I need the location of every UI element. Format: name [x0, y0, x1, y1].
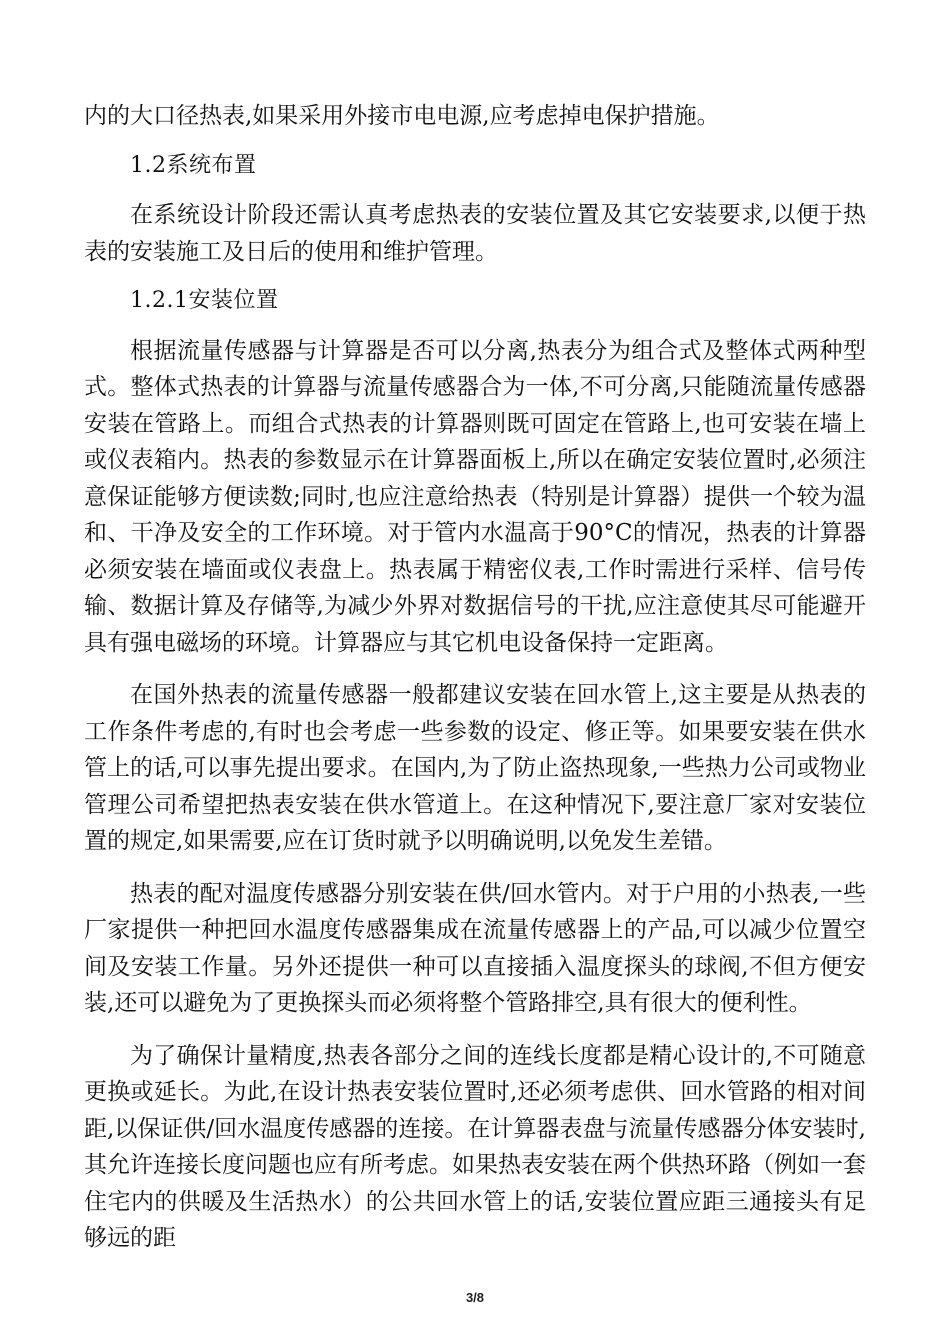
paragraph-system-design: 在系统设计阶段还需认真考虑热表的安装位置及其它安装要求,以便于热表的安装施工及日后的使用和维护管理。 [84, 202, 866, 265]
paragraph-continuation: 内的大口径热表,如果采用外接市电电源,应考虑掉电保护措施。 [84, 103, 720, 129]
page-content [84, 98, 866, 1257]
page-number: 3/8 [465, 1290, 485, 1305]
section-heading-1-2-1: 1.2.1安装位置 [130, 288, 279, 313]
section-heading-1-2: 1.2系统布置 [130, 152, 257, 178]
paragraph-install-location: 根据流量传感器与计算器是否可以分离,热表分为组合式及整体式两种型式。整体式热表的计算器与流量传感器合为一体,不可分离,只能随流量传感器安装在管路上。而组合式热表的计算器则既可固定在管路上,也可安装在墙上或仪表箱内。热表的参数显示在计算器面板上,所以在确定安装位置时,必须注意保证能够方便读数;同时,也应注意给热表（特别是计算器）提供一个较为温和、干净及安全的工作环境。对于管内水温高于90°C的情况，热表的计算器必须安装在墙面或仪表盘上。热表属于精密仪表,工作时需进行采样、信号传输、数据计算及存储等,为减少外界对数据信号的干扰,应注意使其尽可能避开具有强电磁场的环境。计算器应与其它机电设备保持一定距离。 [84, 337, 866, 656]
paragraph-temperature-sensors: 热表的配对温度传感器分别安装在供/回水管内。对于户用的小热表,一些厂家提供一种把回水温度传感器集成在流量传感器上的产品,可以减少位置空间及安装工作量。另外还提供一种可以直接插入温度探头的球阀,不但方便安装,还可以避免为了更换探头而必须将整个管路排空,具有很大的便利性。 [84, 880, 866, 1016]
paragraph-foreign-practice: 在国外热表的流量传感器一般都建议安装在回水管上,这主要是从热表的工作条件考虑的,有时也会考虑一些参数的设定、修正等。如果要安装在供水管上的话,可以事先提出要求。在国内,为了防止盗热现象,一些热力公司或物业管理公司希望把热表安装在供水管道上。在这种情况下,要注意厂家对安装位置的规定,如果需要,应在订货时就予以明确说明,以免发生差错。 [84, 682, 866, 854]
paragraph-wiring-length: 为了确保计量精度,热表各部分之间的连线长度都是精心设计的,不可随意更换或延长。为此,在设计热表安装位置时,还必须考虑供、回水管路的相对间距,以保证供/回水温度传感器的连接。在计算器表盘与流量传感器分体安装时,其允许连接长度问题也应有所考虑。如果热表安装在两个供热环路（例如一套住宅内的供暖及生活热水）的公共回水管上的话,安装位置应距三通接头有足够远的距 [84, 1042, 866, 1251]
